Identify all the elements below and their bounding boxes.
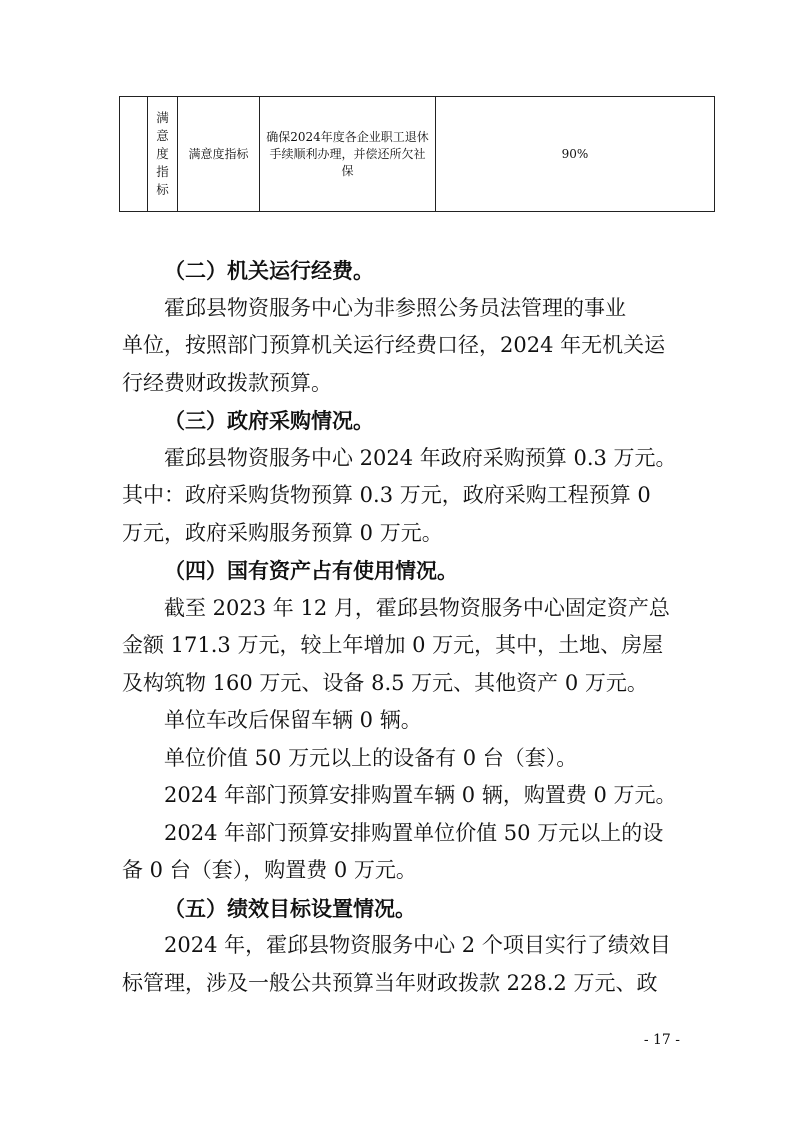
category-label: 满意度指标 <box>156 110 169 197</box>
paragraph <box>122 777 677 815</box>
paragraph <box>122 927 670 1002</box>
text-line: 标管理，涉及一般公共预算当年财政拨款 228.2 万元、政 <box>122 970 658 995</box>
text-line: （三）政府采购情况。 <box>164 408 374 433</box>
paragraph <box>122 440 677 553</box>
section-heading <box>122 402 670 440</box>
table-cell-category <box>148 97 178 212</box>
text-line: 2024 年部门预算安排购置单位价值 50 万元以上的设 <box>164 820 664 845</box>
performance-table <box>119 96 715 212</box>
paragraph <box>122 290 670 403</box>
section-heading <box>122 252 670 290</box>
text-line: （二）机关运行经费。 <box>164 258 374 283</box>
table-cell-blank <box>120 97 148 212</box>
text-line: 截至 2023 年 12 月，霍邱县物资服务中心固定资产总 <box>164 595 670 620</box>
text-line: 2024 年，霍邱县物资服务中心 2 个项目实行了绩效目 <box>164 933 671 957</box>
text-line: 金额 171.3 万元，较上年增加 0 万元，其中，土地、房屋 <box>122 633 664 657</box>
paragraph <box>122 590 670 703</box>
table-cell-indicator: 满意度指标 <box>178 97 260 212</box>
text-line: 单位车改后保留车辆 0 辆。 <box>164 708 422 732</box>
text-line: 单位，按照部门预算机关运行经费口径，2024 年无机关运 <box>122 333 666 357</box>
table-cell-description: 确保2024年度各企业职工退休手续顺利办理，并偿还所欠社保 <box>260 97 436 212</box>
text-line: 其中：政府采购货物预算 0.3 万元，政府采购工程预算 0 <box>122 483 651 507</box>
text-line: 单位价值 50 万元以上的设备有 0 台（套）。 <box>164 745 578 770</box>
text-line: 行经费财政拨款预算。 <box>122 370 332 395</box>
table-row <box>120 97 715 212</box>
paragraph <box>122 702 670 740</box>
table-cell-value: 90% <box>436 97 715 212</box>
text-line: （五）绩效目标设置情况。 <box>164 895 416 921</box>
text-line: 及构筑物 160 万元、设备 8.5 万元、其他资产 0 万元。 <box>122 670 648 695</box>
text-line: （四）国有资产占有使用情况。 <box>164 558 458 583</box>
text-line: 霍邱县物资服务中心 2024 年政府采购预算 0.3 万元。 <box>164 445 677 470</box>
page-number: - 17 - <box>643 1032 680 1048</box>
section-heading <box>122 890 670 928</box>
paragraph <box>122 740 670 778</box>
text-line: 万元，政府采购服务预算 0 万元。 <box>122 520 443 545</box>
paragraph <box>122 815 670 890</box>
section-heading <box>122 552 670 590</box>
text-line: 2024 年部门预算安排购置车辆 0 辆，购置费 0 万元。 <box>164 783 677 807</box>
text-line: 霍邱县物资服务中心为非参照公务员法管理的事业 <box>164 295 626 320</box>
text-line: 备 0 台（套），购置费 0 万元。 <box>122 858 417 882</box>
